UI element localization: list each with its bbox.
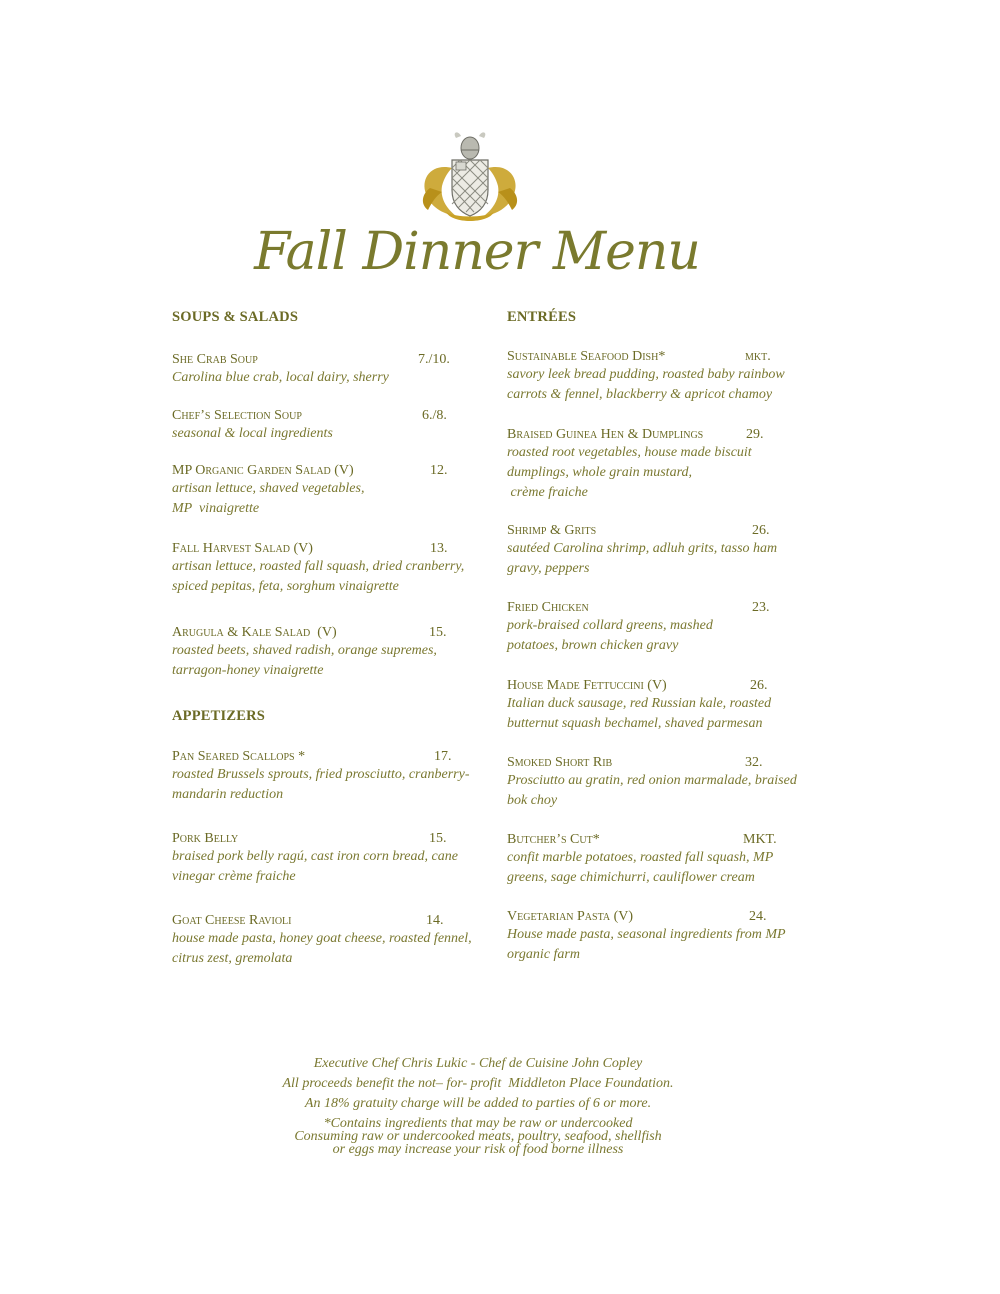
item-price: 15. bbox=[429, 831, 447, 846]
menu-item bbox=[507, 523, 807, 579]
item-description: pork-braised collard greens, mashed bbox=[507, 618, 713, 633]
menu-item bbox=[172, 913, 502, 969]
item-description: confit marble potatoes, roasted fall squash, MP bbox=[507, 850, 774, 865]
item-description: MP vinaigrette bbox=[172, 501, 260, 516]
item-description: tarragon-honey vinaigrette bbox=[172, 663, 324, 678]
item-description: crème fraiche bbox=[507, 485, 588, 500]
item-description: vinegar crème fraiche bbox=[172, 869, 296, 884]
raw-warning: or eggs may increase your risk of food borne illness bbox=[332, 1142, 624, 1157]
item-description: sautéed Carolina shrimp, adluh grits, tasso ham bbox=[507, 541, 778, 556]
item-name: Shrimp & Grits bbox=[507, 523, 597, 538]
item-description: mandarin reduction bbox=[172, 787, 284, 802]
item-description: carrots & fennel, blackberry & apricot chamoy bbox=[507, 387, 773, 402]
section-heading-appetizers: APPETIZERS bbox=[172, 708, 266, 724]
item-name: House Made Fettuccini (V) bbox=[507, 678, 667, 693]
item-description: potatoes, brown chicken gravy bbox=[507, 638, 679, 653]
item-description: roasted Brussels sprouts, fried prosciutto, cranberry- bbox=[172, 767, 470, 782]
item-name: Goat Cheese Ravioli bbox=[172, 913, 292, 928]
menu-footer bbox=[0, 1054, 1000, 1156]
item-name: Fall Harvest Salad (V) bbox=[172, 541, 313, 556]
menu-item bbox=[172, 831, 502, 887]
item-description: greens, sage chimichurri, cauliflower cream bbox=[507, 870, 755, 885]
item-price: mkt. bbox=[745, 349, 771, 364]
section-heading-entrees: ENTRÉES bbox=[507, 309, 577, 325]
item-name: Sustainable Seafood Dish* bbox=[507, 349, 666, 364]
foundation-note: All proceeds benefit the not– for- profit Middleton Place Foundation. bbox=[282, 1076, 674, 1091]
item-name: MP Organic Garden Salad (V) bbox=[172, 463, 354, 478]
menu-item bbox=[172, 749, 502, 805]
item-name: Arugula & Kale Salad (V) bbox=[172, 625, 337, 640]
item-price: 6./8. bbox=[422, 408, 447, 423]
item-price: 29. bbox=[746, 427, 764, 442]
item-description: Prosciutto au gratin, red onion marmalade, braised bbox=[507, 773, 797, 788]
item-price: MKT. bbox=[743, 832, 777, 847]
raw-warning: *Contains ingredients that may be raw or undercooked bbox=[323, 1116, 633, 1131]
item-description: house made pasta, honey goat cheese, roasted fennel, bbox=[172, 931, 472, 946]
menu-title: Fall Dinner Menu bbox=[254, 222, 700, 282]
menu-item bbox=[172, 352, 492, 388]
item-name: Butcher’s Cut* bbox=[507, 832, 600, 847]
item-price: 13. bbox=[430, 541, 448, 556]
item-description: savory leek bread pudding, roasted baby rainbow bbox=[507, 367, 785, 382]
item-description: gravy, peppers bbox=[507, 561, 590, 576]
item-description: braised pork belly ragú, cast iron corn bread, cane bbox=[172, 849, 458, 864]
menu-item bbox=[507, 755, 807, 811]
item-description: roasted root vegetables, house made biscuit bbox=[507, 445, 752, 460]
item-price: 26. bbox=[750, 678, 768, 693]
menu-item bbox=[172, 463, 492, 519]
menu-item bbox=[172, 625, 492, 681]
item-description: citrus zest, gremolata bbox=[172, 951, 293, 966]
item-name: Smoked Short Rib bbox=[507, 755, 613, 770]
item-name: She Crab Soup bbox=[172, 352, 258, 367]
item-description: artisan lettuce, shaved vegetables, bbox=[172, 481, 365, 496]
item-name: Braised Guinea Hen & Dumplings bbox=[507, 427, 704, 442]
item-price: 14. bbox=[426, 913, 444, 928]
item-description: bok choy bbox=[507, 793, 558, 808]
item-description: Italian duck sausage, red Russian kale, roasted bbox=[507, 696, 772, 711]
item-description: seasonal & local ingredients bbox=[172, 426, 333, 441]
item-description: organic farm bbox=[507, 947, 580, 962]
item-name: Pan Seared Scallops * bbox=[172, 749, 306, 764]
menu-item bbox=[507, 832, 807, 888]
gratuity-note: An 18% gratuity charge will be added to parties of 6 or more. bbox=[304, 1096, 652, 1111]
item-description: House made pasta, seasonal ingredients from MP bbox=[507, 927, 786, 942]
chef-credits: Executive Chef Chris Lukic - Chef de Cuisine John Copley bbox=[313, 1056, 643, 1071]
menu-item bbox=[172, 408, 492, 444]
section-heading-soups-salads: SOUPS & SALADS bbox=[172, 309, 299, 325]
item-description: spiced pepitas, feta, sorghum vinaigrette bbox=[172, 579, 399, 594]
item-price: 12. bbox=[430, 463, 448, 478]
crest-logo bbox=[412, 128, 528, 228]
item-name: Pork Belly bbox=[172, 831, 239, 846]
menu-item bbox=[507, 427, 807, 503]
item-price: 23. bbox=[752, 600, 770, 615]
item-name: Vegetarian Pasta (V) bbox=[507, 909, 634, 924]
item-price: 17. bbox=[434, 749, 452, 764]
menu-item bbox=[507, 349, 807, 405]
menu-item bbox=[172, 541, 492, 597]
item-price: 24. bbox=[749, 909, 767, 924]
item-price: 15. bbox=[429, 625, 447, 640]
item-description: butternut squash bechamel, shaved parmesan bbox=[507, 716, 763, 731]
menu-item bbox=[507, 600, 807, 656]
item-name: Chef’s Selection Soup bbox=[172, 408, 302, 423]
menu-item bbox=[507, 678, 807, 734]
item-description: roasted beets, shaved radish, orange supremes, bbox=[172, 643, 437, 658]
item-description: dumplings, whole grain mustard, bbox=[507, 465, 692, 480]
item-price: 32. bbox=[745, 755, 763, 770]
raw-warning: Consuming raw or undercooked meats, poultry, seafood, shellfish bbox=[294, 1129, 662, 1144]
menu-item bbox=[507, 909, 807, 965]
item-description: Carolina blue crab, local dairy, sherry bbox=[172, 370, 389, 385]
item-price: 7./10. bbox=[418, 352, 450, 367]
item-price: 26. bbox=[752, 523, 770, 538]
item-name: Fried Chicken bbox=[507, 600, 589, 615]
item-description: artisan lettuce, roasted fall squash, dried cranberry, bbox=[172, 559, 465, 574]
